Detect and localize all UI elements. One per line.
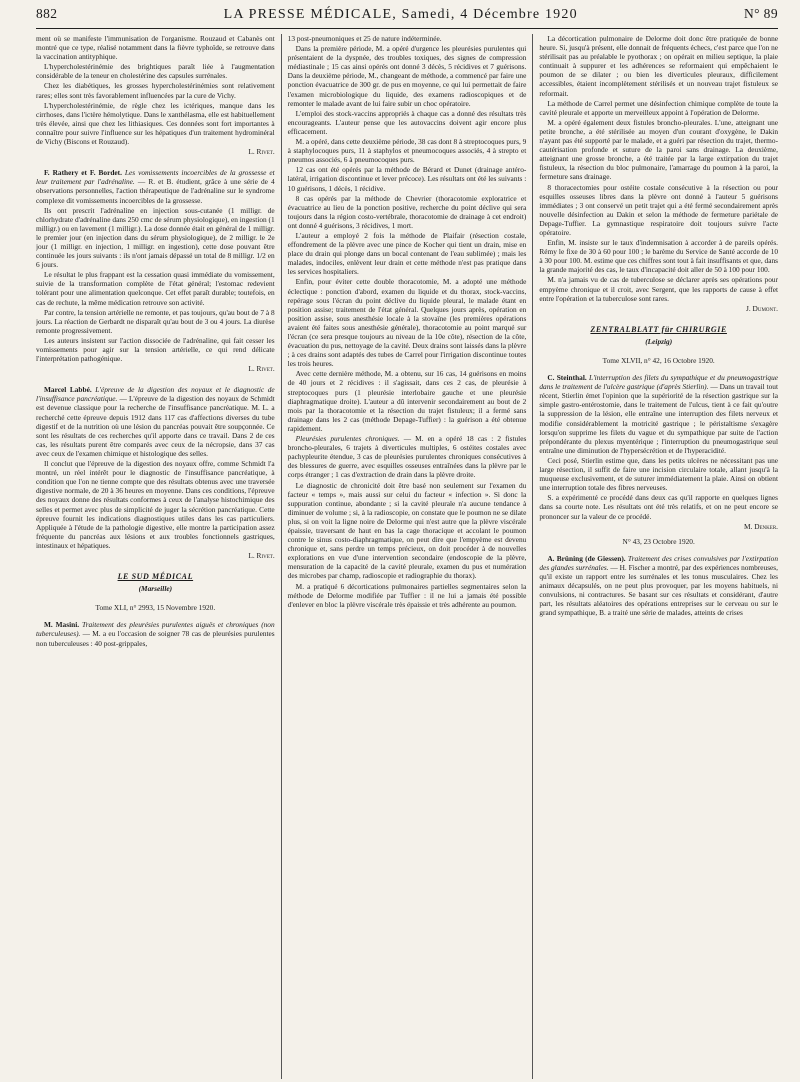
- article-title: Traitement des pleurésies purulentes aiguës et chroniques (non tuberculeuses).: [36, 620, 275, 639]
- paragraph: La méthode de Carrel permet une désinfection chimique complète de toute la cavité pleurale et apporte un merveilleux appoint à l'opération de Delorme.: [539, 98, 779, 117]
- issue-number: N° 89: [743, 6, 778, 21]
- paragraph: Ceci posé, Stierlin estime que, dans les petits ulcères ne nécessitant pas une large résection, il suffit de faire une incision circulaire totale, allant jusqu'à la muqueuse exclusivement, et de suturer immédiatement la plaie. Ainsi on obtient une interruption totale des fibres nerveuses.: [539, 455, 779, 493]
- section-title: ZENTRALBLATT für CHIRURGIE: [590, 324, 727, 334]
- paragraph: Dans la première période, M. a opéré d'urgence les pleurésies purulentes qui présentaient de la dyspnée, des troubles toxiques, des signes de compression médiastinale ; 15 cas ainsi opérés ont donné 3 décès, 5 récidives et 7 guérisons. Dans la deuxième période, M., changeant de méthode, a commencé par faire une ponction évacuatrice de 300 gr. de pus en moyenne, ce qui lui permettait de faire l'examen microbiologique du liquide, des examens radioscopiques et de remonter le malade avant de lui faire subir un choc opératoire.: [287, 44, 527, 108]
- page-number: 882: [36, 6, 58, 21]
- paragraph: L'emploi des stock-vaccins appropriés à chaque cas a donné des résultats très encourageants. L'auteur pense que les autovaccins doivent agir encore plus efficacement.: [287, 108, 527, 136]
- article-text: — L'épreuve de la digestion des noyaux de Schmidt est devenue classique pour la recherche de l'insuffisance pancréatique. M. L. a recherché cette épreuve depuis 1912 dans 117 cas d'affections diverses du tube digestif et de la nutrition où une lésion du pancréas pouvait être soupçonnée. Ce sont les résultats de ces recherches qu'il apporte dans ce travail. Dans 2 de ces cas, les résultats purent être comparés avec ceux de la nécropsie, dans 37 cas avec ceux de l'examen chimique et histologique des selles.: [36, 394, 275, 458]
- article-paragraph: [36, 385, 275, 458]
- paragraph: Chez les diabétiques, les grosses hypercholestérinémies sont relativement rares; elles sont très favorablement influencées par la cure de Vichy.: [36, 81, 275, 100]
- paragraph: Ils ont prescrit l'adrénaline en injection sous-cutanée (1 milligr. de chlorhydrate d'adrénaline dans 250 cmc de sérum physiologique), en ingestion (1 milligr.) ou en lavement (1 milligr.). La dose donnée était en général de 1 milligr. le premier jour (en injection dans du sérum physiologique), de 2 milligr. le 2e jour (1 milligr. en injection, 1 milligr. en ingestion), cette dose pouvant être continuée les jours suivants : ils n'ont jamais dépassé un total de 8 milligr. 1/2 en 6 jours.: [36, 205, 275, 270]
- article-text: — H. Fischer a montré, par des expériences nombreuses, qu'il existe un rapport entre les surrénales et les tonus musculaires. Chez les animaux décapsulés, on ne peut plus provoquer, par les moyens habituels, ni convulsions, ni contractures. Se basant sur ces résultats et considérant, d'autre part, les résultats aléatoires des opérations entreprises sur le cerveau ou sur le grand sympathique, B. a traité une série de malades, atteints de crises: [539, 562, 779, 618]
- paragraph: S. a expérimenté ce procédé dans deux cas qu'il rapporte en quelques lignes dans sa courte note. Les résultats ont été très relatifs, et on ne peut encore se prononcer sur la valeur de ce procédé.: [539, 493, 779, 521]
- article-author: M. Masini.: [44, 620, 80, 630]
- paragraph: Il conclut que l'épreuve de la digestion des noyaux offre, comme Schmidt l'a montré, un réel intérêt pour le diagnostic de l'insuffisance pancréatique, à condition que l'on ne tienne compte que des résultats obtenus avec une traversée digestive normale, de 20 à 36 heures en moyenne. Dans ces conditions, l'épreuve des noyaux donne des résultats conformes à ceux de l'analyse histochimique des selles et permet avec plus de simplicité de juger la sécrétion pancréatique. Cette épreuve fournit les indications diagnostiques utiles dans les cas particuliers. Appliquée à l'étude de la pathologie digestive, elle montre la participation assez fréquente du pancréas aux lésions et aux troubles fonctionnels gastriques, intestinaux et hépatiques.: [36, 459, 275, 550]
- article-title: Les vomissements incoercibles de la grossesse et leur traitement par l'adrénaline.: [36, 168, 275, 187]
- article-text: — Dans un travail tout récent, Stierlin émet l'opinion que la supériorité de la résection gastrique sur la simple gastro-entérostomie, dans le traitement de l'ulcus, tient à ce fait qu'outre la suppression de la lésion, elle entraîne une interruption des filets nerveux et modifie considérablement la motricité gastrique ; le péristaltisme s'exagère lorsqu'on supprime les filets du vague et du sympathique par suite de l'action prépondérante du plexus myentérique ; l'interruption du pneumogastrique seul entraîne une diminution de l'hypersécrétion et de l'hyperacidité.: [539, 382, 779, 455]
- author-signature: L. Rivet.: [248, 147, 275, 157]
- paragraph: Avec cette dernière méthode, M. a obtenu, sur 16 cas, 14 guérisons en moins de 40 jours et 2 récidives : il s'agissait, dans ces 2 cas, de pleurésie à streptocoques purs (1 pleurésie interlobaire gauche et une pleurésie diaphragmatique droite). L'auteur a dû intervenir secondairement au bout de 2 mois par la thoracotomie et la résection du trajet fistuleux; il a fermé sans drainage dans les 2 cas (méthode Depage-Tuffier) : la guérison a été obtenue rapidement.: [287, 369, 527, 433]
- volume-line: Tome XLI, n° 2993, 15 Novembre 1920.: [95, 603, 216, 613]
- article-paragraph: [288, 434, 527, 479]
- journal-title: LA PRESSE MÉDICALE, Samedi, 4 Décembre 1920: [223, 7, 578, 22]
- article-author: Marcel Labbé.: [44, 385, 92, 395]
- paragraph: Le résultat le plus frappant est la cessation quasi immédiate du vomissement, suivie de la transformation complète de l'état général; l'estomac redevient tolérant pour une alimentation quelconque. Cet effet paraît durable; toutefois, en cas de rechute, la même médication retrouve son activité.: [36, 270, 275, 307]
- paragraph: M. a pratiqué 6 décortications pulmonaires partielles segmentaires selon la méthode de Delorme modifiée par Tuffier : il ne lui a jamais été possible d'enlever en bloc la plèvre viscérale très épaissie et très adhérente au poumon.: [287, 581, 527, 609]
- column-2: [281, 34, 533, 1079]
- paragraph: Enfin, pour éviter cette double thoracotomie, M. a adopté une méthode éclectique : ponction d'abord, examen du liquide et du thorax, stock-vaccins, repérage sous l'écran du point déclive du liquide pleural, le malade étant en position assise; traitement de l'état général. Quelques jours après, opération en position assise, sous anesthésie locale à la stovaïne (les premières opérations avaient été faites sous anesthésie générale), thoracotomie au point marqué sur l'écran (ce sera presque toujours au niveau de la 10e côte), résection de la côte, évacuation du pus, nettoyage de la cavité. Deux drains sont laissés dans la plèvre ; à ces drains sont adaptés des tubes de Carrel pour l'irrigation discontinue toutes les trois heures.: [287, 277, 527, 369]
- paragraph: Par contre, la tension artérielle ne remonte, et pas toujours, qu'au bout de 7 à 8 jours. La réaction de Gerbardt ne disparaît qu'au bout de 3 ou 4 jours. La diurèse remonte progressivement.: [36, 307, 275, 335]
- page-header: [36, 6, 778, 29]
- section-subtitle: (Marseille): [138, 584, 173, 594]
- volume-line: Tome XLVII, n° 42, 16 Octobre 1920.: [602, 356, 715, 365]
- paragraph: La décortication pulmonaire de Delorme doit donc être pratiquée de bonne heure. Si, jusqu'à présent, elle donnait de fréquents échecs, c'est parce que l'on ne stérilisait pas au préalable le pyothorax ; on opérait en milieu septique, la plaie continuait à suppurer et les adhérences se reformaient qui empêchaient le poumon de se dilater ; ou bien les diverticules pleuraux, difficilement accessibles, étaient incomplètement stérilisés et un nouveau trajet fistuleux se reformait.: [539, 34, 779, 98]
- subsection-title: Pleurésies purulentes chroniques.: [295, 434, 400, 444]
- column-1: [36, 34, 281, 1079]
- column-3: [532, 34, 778, 1079]
- paragraph: L'auteur a employé 2 fois la méthode de Plaifair (résection costale, effondrement de la plèvre avec une pince de Kocher qui tient un drain, mise en place du drain qui plonge dans un bocal contenant de l'eau sublimée) ; mais les malades, indociles, enlèvent leur drain et cette méthode n'est pas pratique dans les services hospitaliers.: [287, 230, 527, 277]
- article-text: — M. a eu l'occasion de soigner 78 cas de pleurésies purulentes non tuberculeuses : 40 post-grippales,: [36, 629, 275, 648]
- author-signature: L. Rivet.: [248, 550, 275, 560]
- article-title: Traitement des crises convulsives par l'extirpation des glandes surrénales.: [539, 553, 779, 572]
- paragraph: L'hypercholestérinémie, de règle chez les ictériques, manque dans les cirrhoses, dans l'ictère hémolytique. Dans le xanthélasma, elle est habituellement très élevée, ainsi que chez les lithiasiques. Ces données sont fort importantes à connaître pour suivre l'influence sur les hépatiques d'un traitement hydrominéral de Vichy (Biscons et Rouzaud).: [36, 100, 275, 147]
- article-text: — M. en a opéré 18 cas : 2 fistules broncho-pleurales, 6 trajets à diverticules multiples, 6 ostéites costales avec pachypleurite étendue, 3 cas de pleurésies purulentes chroniques consécutives à des blessures de guerre, avec esquilles osseuses entraînées dans la plèvre par le corps étranger ; 1 cas d'extraction de drain dans la plèvre droite.: [287, 434, 527, 480]
- paragraph: L'hypercholestérinémie des brightiques paraît liée à l'augmentation considérable de la teneur en cholestérine des capsules surrénales.: [36, 62, 275, 81]
- author-signature: M. Denker.: [744, 521, 779, 531]
- paragraph: 13 post-pneumoniques et 25 de nature indéterminée.: [287, 34, 442, 43]
- article-author: C. Steinthal.: [547, 373, 587, 383]
- author-signature: J. Dumont.: [746, 303, 779, 313]
- article-author: A. Brüning (de Giessen).: [547, 553, 626, 563]
- paragraph: Le diagnostic de chronicité doit être basé non seulement sur l'examen du facteur « temps », mais aussi sur celui du facteur « infection ». Si donc la suppuration continue, abondante ; si la cavité pleurale n'a aucune tendance à diminuer de volume ; si, à la radioscopie, on constate que le poumon ne se dilate plus, si on voit la ligne noire de Delorme qui n'est autre que la plèvre viscérale épaissie, traversant de haut en bas la cage thoracique et accolant le poumon contre le sinus costo-diaphragmatique, on peut dire que l'empyème est devenu chronique et, sans perdre un temps précieux, on doit procéder à de nouvelles explorations en vue d'une intervention secondaire (endoscopie de la plèvre, mensuration de la capacité de la cavité pleurale, examen du pus et numération des microbes par champ, radioscopie et radiographie du thorax).: [287, 480, 527, 581]
- paragraph: M. a opéré, dans cette deuxième période, 38 cas dont 8 à streptocoques purs, 9 à staphylocoques purs, 11 à staphylos et pneumocoques associés, 4 à strepto et pneumos associés, 6 à pneumocoques purs.: [287, 137, 527, 165]
- paragraph: ment où se manifeste l'immunisation de l'organisme. Rouzaud et Cabanès ont montré que ce type, réalisé notamment dans la fièvre typhoïde, se retrouve dans la vaccination antityphique.: [36, 34, 275, 62]
- article-paragraph: [539, 554, 778, 618]
- article-text: — R. et B. étudient, grâce à une série de 4 observations personnelles, l'action thérapeutique de l'adrénaline sur le syndrome complexe dit vomissements incoercibles de la grossesse.: [36, 177, 275, 205]
- paragraph: 8 cas opérés par la méthode de Chevrier (thoracotomie exploratrice et évacuatrice au lieu de la ponction positive, recherche du point déclive qui sera toujours dans la région costo-vertébrale, thoracotomie de drainage à cet endroit) ont donné 4 guérisons, 3 récidives, 1 mort.: [287, 193, 527, 230]
- paragraph: M. a opéré également deux fistules broncho-pleurales. L'une, atteignant une petite bronche, a été stérilisée au moyen d'un courant d'oxygène, le Dakin n'ayant pas été supporté par le malade, et a guéri par résection du trajet, thermo-cautérisation profonde et suture de la paroi sans drainage. La deuxième, atteignant une grosse bronche, a été traitée par la large extirpation du trajet fistuleux, la résection du bloc pulmonaire, l'amarrage du poumon à la paroi, la fermeture sans drainage.: [539, 117, 779, 182]
- author-signature: L. Rivet.: [248, 364, 275, 374]
- article-title: L'interruption des filets du sympathique et du pneumogastrique dans le traitement de l'ulcère gastrique (d'après Stierlin).: [539, 373, 779, 392]
- article-title: L'épreuve de la digestion des noyaux et le diagnostic de l'insuffisance pancréatique.: [36, 385, 275, 404]
- paragraph: 8 thoracectomies pour ostéite costale consécutive à la résection ou pour esquilles osseuses libres dans la plèvre ont donné à l'auteur 5 guérisons immédiates ; 3 ont conservé un petit trajet qui a été fermé secondairement après nouvelle désinfection au Dakin et selon la méthode de fermeture pariétale de Depage-Tuffier. La gymnastique respiratoire doit toujours suivre l'acte opératoire.: [539, 182, 779, 237]
- volume-line: N° 43, 23 Octobre 1920.: [622, 536, 695, 546]
- columns: [36, 34, 778, 1079]
- article-paragraph: [36, 620, 275, 647]
- article-paragraph: [36, 168, 275, 204]
- paragraph: Les auteurs insistent sur l'action dissociée de l'adrénaline, qui fait cesser les vomissements pour agir sur la tension artérielle, ce qui rend délicate l'interprétation pathogénique.: [36, 335, 275, 364]
- section-title: LE SUD MÉDICAL: [117, 572, 194, 582]
- section-subtitle: (Leipzig): [645, 336, 673, 346]
- paragraph: 12 cas ont été opérés par la méthode de Bérard et Dunet (drainage antéro-latéral, irrigation discontinue et lever précoce). Les résultats ont été les suivants : 10 guérisons, 1 décès, 1 récidive.: [287, 165, 527, 193]
- paragraph: Enfin, M. insiste sur le taux d'indemnisation à accorder à de pareils opérés. Rémy le fixe de 30 à 60 pour 100 ; le barème du Service de Santé accorde de 10 à 30 pour 100. M. estime que ces chiffres sont tout à fait insuffisants et que, dans la grande majorité des cas, le taux d'incapacité doit aller de 50 à 100 pour 100.: [539, 238, 779, 275]
- paragraph: M. n'a jamais vu de cas de tuberculose se déclarer après ses opérations pour empyème chronique et il croit, avec Sergent, que les rapports de cause à effet entre l'opération et la tuberculose sont rares.: [539, 275, 779, 303]
- article-author: F. Rathery et F. Bordet.: [44, 168, 122, 178]
- article-paragraph: [539, 373, 778, 455]
